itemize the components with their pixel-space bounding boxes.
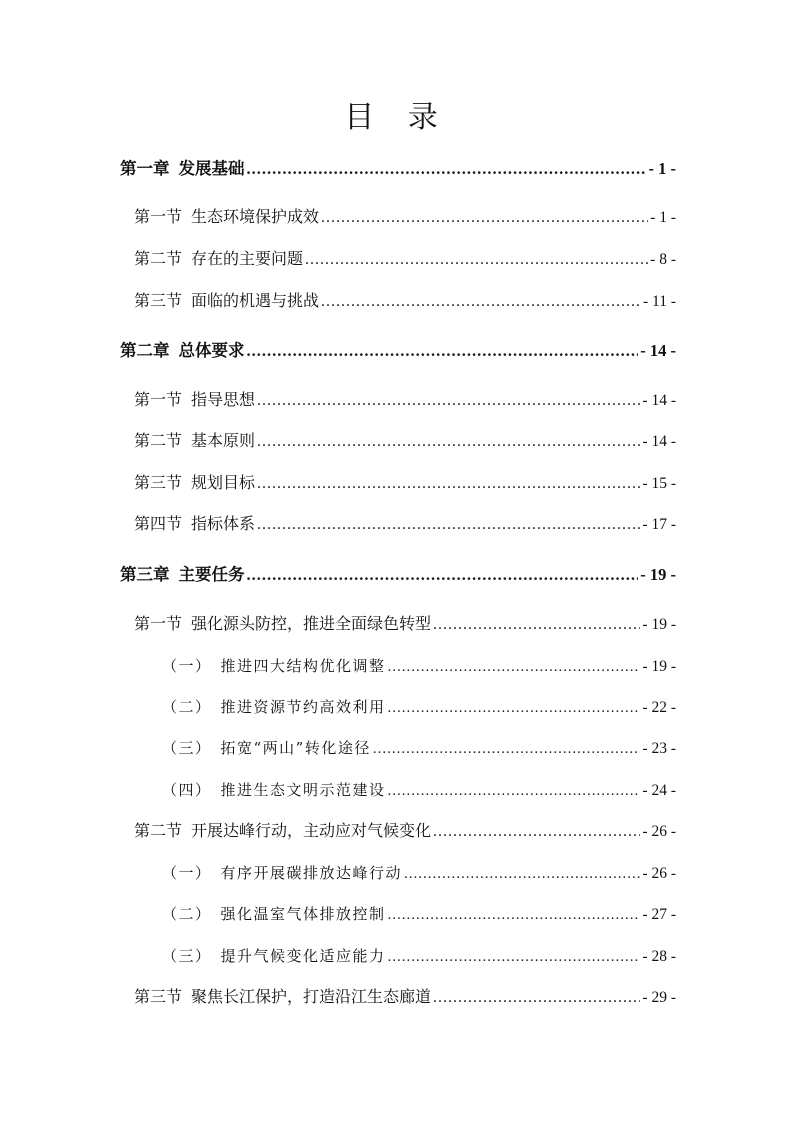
dot-leader [388,945,641,969]
toc-entry-label [134,429,255,453]
toc-entry-label [134,205,319,229]
toc-entry-page: - 15 - [642,475,676,492]
toc-entry-page: - 28 - [642,948,676,965]
toc-entry-number: （三） [162,947,212,965]
toc-entry-number: （二） [162,905,212,923]
toc-entry-text: 规划目标 [191,473,256,492]
toc-entry-text: 主要任务 [178,565,245,584]
toc-entry-label [120,157,245,181]
toc-entry-page: - 29 - [642,989,676,1006]
toc-entry-number: （一） [162,657,212,675]
toc-entry-text: 开展达峰行动，主动应对气候变化 [191,821,432,840]
toc-entry-text: 总体要求 [178,341,245,360]
toc-entry-label [162,944,386,968]
toc-entry-text: 推进四大结构优化调整 [220,657,386,675]
toc-entry-text: 面临的机遇与挑战 [191,291,320,310]
toc-entry-number: 第二节 [134,249,183,268]
toc-entry-text: 指标体系 [191,514,256,533]
dot-leader [257,389,640,413]
dot-leader [388,903,641,927]
page-title: 目 录 [344,100,450,135]
toc-entry-subsection[interactable] [162,736,676,760]
dot-leader [321,206,648,230]
toc-entry-label [162,902,386,926]
dot-leader [257,430,640,454]
toc-entry-label [162,778,386,802]
toc-entry-label [162,861,402,885]
toc-entry-label [134,388,255,412]
toc-entry-text: 存在的主要问题 [191,249,304,268]
toc-entry-page: - 26 - [642,865,676,882]
toc-entry-label [134,289,319,313]
toc-entry-page: - 8 - [650,251,676,268]
toc-entry-text: 聚焦长江保护，打造沿江生态廊道 [191,987,432,1006]
toc-entry-text: 强化温室气体排放控制 [220,905,386,923]
toc-entry-page: - 19 - [640,565,676,584]
dot-leader [257,513,640,537]
toc-entry-section[interactable] [134,388,676,412]
toc-entry-label [120,563,245,587]
toc-entry-number: 第一节 [134,614,183,633]
toc-entry-subsection[interactable] [162,654,676,678]
toc-entry-label [162,736,371,760]
toc-entry-number: 第三节 [134,473,183,492]
toc-entry-text: 指导思想 [191,390,256,409]
toc-entry-page: - 27 - [642,906,676,923]
toc-entry-subsection[interactable] [162,861,676,885]
toc-entry-chapter-2[interactable] [120,339,676,363]
dot-leader [433,820,640,844]
toc-entry-label [162,695,386,719]
toc-entry-subsection[interactable] [162,695,676,719]
toc-entry-number: （一） [162,864,212,882]
toc-entry-text: 有序开展碳排放达峰行动 [220,864,403,882]
toc-entry-page: - 14 - [642,433,676,450]
toc-entry-text: 推进生态文明示范建设 [220,781,386,799]
toc-entry-text: 推进资源节约高效利用 [220,698,386,716]
toc-entry-page: - 26 - [642,823,676,840]
dot-leader [404,862,640,886]
toc-entry-number: （二） [162,698,212,716]
toc-entry-label [134,985,431,1009]
toc-entry-label [134,247,303,271]
toc-entry-section[interactable] [134,985,676,1009]
toc-entry-chapter-1[interactable] [120,157,676,181]
toc-entry-section[interactable] [134,205,676,229]
toc-entry-number: 第一节 [134,207,183,226]
toc-entry-number: 第三章 [120,565,170,584]
toc-entry-number: 第二节 [134,821,183,840]
toc-entry-text: 发展基础 [178,159,245,178]
toc-entry-page: - 22 - [642,699,676,716]
dot-leader [321,290,641,314]
toc-entry-page: - 19 - [642,616,676,633]
toc-entry-number: （三） [162,739,212,757]
dot-leader [433,613,640,637]
toc-entry-label [134,612,431,636]
toc-entry-text: 提升气候变化适应能力 [220,947,386,965]
toc-entry-page: - 17 - [642,516,676,533]
toc-entry-text: 基本原则 [191,431,256,450]
toc-entry-page: - 14 - [640,341,676,360]
toc-entry-chapter-3[interactable] [120,563,676,587]
toc-entry-section[interactable] [134,247,676,271]
toc-entry-section[interactable] [134,612,676,636]
dot-leader [247,157,647,181]
toc-entry-subsection[interactable] [162,902,676,926]
dot-leader [388,779,641,803]
toc-entry-page: - 14 - [642,392,676,409]
toc-entry-subsection[interactable] [162,944,676,968]
toc-entry-section[interactable] [134,819,676,843]
toc-entry-page: - 1 - [650,209,676,226]
toc-entry-number: 第四节 [134,514,183,533]
dot-leader [433,986,640,1010]
toc-entry-label [162,654,386,678]
toc-entry-section[interactable] [134,289,676,313]
dot-leader [373,737,641,761]
toc-entry-page: - 24 - [642,782,676,799]
toc-entry-label [134,471,255,495]
toc-entry-number: 第一章 [120,159,170,178]
toc-entry-number: 第二章 [120,341,170,360]
toc-entry-page: - 1 - [648,159,676,178]
toc-entry-section[interactable] [134,429,676,453]
toc-entry-number: （四） [162,781,212,799]
dot-leader [257,472,640,496]
toc-entry-text: 拓宽“两山”转化途径 [220,739,371,757]
toc-entry-number: 第三节 [134,987,183,1006]
toc-entry-label [120,339,245,363]
toc-entry-number: 第二节 [134,431,183,450]
toc-entry-page: - 19 - [642,658,676,675]
toc-entry-text: 强化源头防控，推进全面绿色转型 [191,614,432,633]
toc-entry-number: 第一节 [134,390,183,409]
toc-entry-section[interactable] [134,471,676,495]
toc-entry-page: - 23 - [642,740,676,757]
toc-entry-page: - 11 - [643,293,676,310]
dot-leader [388,655,641,679]
dot-leader [388,696,641,720]
toc-entry-section[interactable] [134,512,676,536]
dot-leader [247,563,639,587]
toc-entry-label [134,819,431,843]
toc-entry-text: 生态环境保护成效 [191,207,320,226]
toc-entry-number: 第三节 [134,291,183,310]
toc-entry-label [134,512,255,536]
toc-entry-subsection[interactable] [162,778,676,802]
dot-leader [305,248,648,272]
dot-leader [247,339,639,363]
